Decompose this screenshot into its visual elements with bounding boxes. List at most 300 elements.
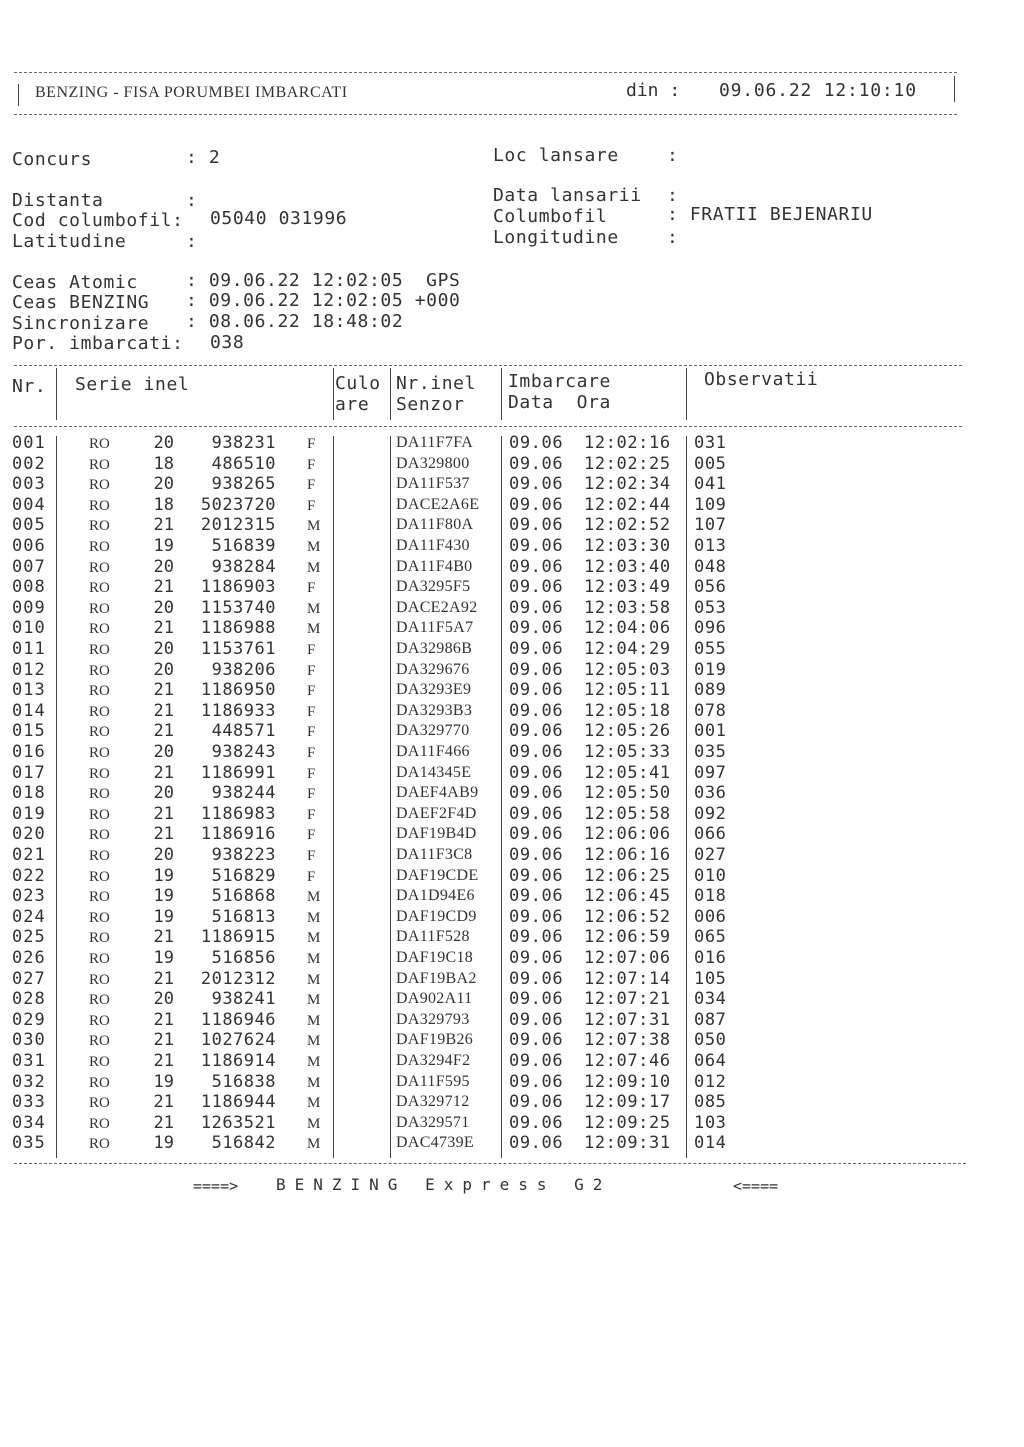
row-year: 21 bbox=[153, 824, 174, 845]
row-time: 12:03:49 bbox=[584, 577, 671, 598]
row-sex: M bbox=[307, 1033, 321, 1050]
cod-columbofil-label: Cod columbofil: bbox=[12, 210, 184, 231]
row-nr: 008 bbox=[12, 577, 46, 598]
header-culoare-1: Culo bbox=[335, 373, 381, 394]
row-observatii: 027 bbox=[694, 845, 727, 865]
ceas-benzing-value: : 09.06.22 12:02:05 +000 bbox=[186, 290, 461, 311]
col-sep-senzor bbox=[501, 368, 502, 420]
row-date: 09.06 bbox=[509, 536, 564, 556]
header-nr-inel-1: Nr.inel bbox=[396, 373, 477, 394]
row-nr: 020 bbox=[12, 824, 46, 845]
row-nr: 023 bbox=[12, 886, 46, 907]
row-nr: 024 bbox=[12, 906, 46, 927]
row-date: 09.06 bbox=[509, 906, 564, 927]
row-date: 09.06 bbox=[509, 1071, 564, 1092]
row-year: 20 bbox=[153, 597, 174, 618]
title-bottom-border bbox=[14, 114, 957, 115]
ceas-benzing-label: Ceas BENZING bbox=[12, 292, 150, 313]
row-observatii: 013 bbox=[694, 536, 727, 556]
row-sensor: DAEF2F4D bbox=[396, 804, 477, 822]
table-header-bottom-border bbox=[14, 426, 962, 427]
row-date: 09.06 bbox=[509, 762, 564, 783]
row-time: 12:03:58 bbox=[584, 597, 671, 618]
row-country: RO bbox=[89, 621, 110, 638]
row-ring-number: 516838 bbox=[211, 1071, 276, 1092]
row-country: RO bbox=[89, 992, 110, 1009]
row-country: RO bbox=[89, 1033, 110, 1050]
row-country: RO bbox=[89, 827, 110, 844]
row-country: RO bbox=[89, 724, 110, 741]
row-time: 12:04:29 bbox=[584, 639, 671, 659]
table-row bbox=[0, 948, 1024, 969]
row-sensor: DA329571 bbox=[396, 1113, 470, 1131]
row-sex: M bbox=[307, 1095, 321, 1112]
row-year: 18 bbox=[153, 453, 174, 474]
longitudine-label: Longitudine bbox=[493, 227, 619, 248]
row-time: 12:03:30 bbox=[584, 536, 671, 556]
row-date: 09.06 bbox=[509, 515, 564, 536]
distanta-label: Distanta bbox=[12, 190, 104, 211]
sincronizare-value: : 08.06.22 18:48:02 bbox=[186, 311, 404, 332]
row-sex: F bbox=[307, 683, 316, 700]
row-date: 09.06 bbox=[509, 968, 564, 989]
row-ring-number: 1186916 bbox=[200, 824, 276, 845]
row-nr: 035 bbox=[12, 1133, 46, 1154]
row-ring-number: 516813 bbox=[211, 906, 276, 927]
header-nr-inel-2: Senzor bbox=[396, 394, 465, 415]
row-country: RO bbox=[89, 1012, 110, 1029]
row-time: 12:09:31 bbox=[584, 1133, 671, 1154]
row-year: 20 bbox=[153, 989, 174, 1010]
row-observatii: 064 bbox=[694, 1051, 727, 1071]
row-nr: 027 bbox=[12, 968, 46, 989]
row-time: 12:06:25 bbox=[584, 865, 671, 886]
table-row bbox=[0, 927, 1024, 948]
row-year: 21 bbox=[153, 1092, 174, 1113]
row-sex: F bbox=[307, 497, 316, 514]
row-ring-number: 938244 bbox=[211, 783, 276, 804]
row-observatii: 087 bbox=[694, 1009, 727, 1030]
row-sensor: DAF19BA2 bbox=[396, 969, 477, 987]
row-time: 12:06:59 bbox=[584, 927, 671, 948]
row-sensor: DAF19B4D bbox=[396, 825, 477, 843]
row-nr: 013 bbox=[12, 680, 46, 701]
row-year: 19 bbox=[153, 865, 174, 886]
print-date: 09.06.22 12:10:10 bbox=[719, 80, 917, 101]
row-country: RO bbox=[89, 1136, 110, 1153]
row-date: 09.06 bbox=[509, 1133, 564, 1154]
row-nr: 029 bbox=[12, 1009, 46, 1030]
row-observatii: 010 bbox=[694, 865, 727, 886]
footer-brand: BENZING Express G2 bbox=[276, 1175, 612, 1194]
table-row bbox=[0, 1051, 1024, 1072]
row-time: 12:07:38 bbox=[584, 1030, 671, 1051]
row-date: 09.06 bbox=[509, 1009, 564, 1030]
row-sex: F bbox=[307, 703, 316, 720]
row-country: RO bbox=[89, 1095, 110, 1112]
row-nr: 010 bbox=[12, 618, 46, 639]
row-year: 19 bbox=[153, 948, 174, 968]
row-time: 12:02:34 bbox=[584, 474, 671, 495]
row-sensor: DA329800 bbox=[396, 454, 470, 472]
row-year: 21 bbox=[153, 968, 174, 989]
row-country: RO bbox=[89, 662, 110, 679]
distanta-value: : bbox=[186, 190, 198, 211]
row-year: 21 bbox=[153, 515, 174, 536]
row-observatii: 096 bbox=[694, 618, 727, 639]
row-date: 09.06 bbox=[509, 742, 564, 762]
row-observatii: 050 bbox=[694, 1030, 727, 1051]
row-country: RO bbox=[89, 683, 110, 700]
row-country: RO bbox=[89, 868, 110, 885]
row-observatii: 005 bbox=[694, 453, 727, 474]
row-sensor: DA11F528 bbox=[396, 928, 470, 946]
row-nr: 011 bbox=[12, 639, 46, 659]
row-sex: F bbox=[307, 786, 316, 803]
row-year: 21 bbox=[153, 680, 174, 701]
row-ring-number: 938223 bbox=[211, 845, 276, 865]
row-nr: 021 bbox=[12, 845, 46, 865]
row-date: 09.06 bbox=[509, 886, 564, 907]
footer-left-arrow: ====> bbox=[193, 1177, 239, 1195]
row-nr: 006 bbox=[12, 536, 46, 556]
table-row bbox=[0, 1133, 1024, 1154]
row-date: 09.06 bbox=[509, 1092, 564, 1113]
row-country: RO bbox=[89, 1074, 110, 1091]
row-country: RO bbox=[89, 518, 110, 535]
table-row bbox=[0, 763, 1024, 784]
table-row bbox=[0, 598, 1024, 619]
row-nr: 018 bbox=[12, 783, 46, 804]
row-country: RO bbox=[89, 765, 110, 782]
table-row bbox=[0, 557, 1024, 578]
row-year: 21 bbox=[153, 927, 174, 948]
longitudine-value: : bbox=[667, 227, 679, 248]
row-ring-number: 938231 bbox=[211, 433, 276, 453]
table-row bbox=[0, 1010, 1024, 1031]
row-ring-number: 1186915 bbox=[200, 927, 276, 948]
row-date: 09.06 bbox=[509, 556, 564, 577]
row-ring-number: 1186991 bbox=[200, 762, 276, 783]
row-ring-number: 516839 bbox=[211, 536, 276, 556]
latitudine-value: : bbox=[186, 231, 198, 252]
row-ring-number: 1186933 bbox=[200, 700, 276, 721]
row-ring-number: 938241 bbox=[211, 989, 276, 1010]
row-sex: M bbox=[307, 1012, 321, 1029]
row-sensor: DACE2A92 bbox=[396, 598, 478, 616]
concurs-label: Concurs bbox=[12, 149, 93, 170]
row-date: 09.06 bbox=[509, 927, 564, 948]
row-country: RO bbox=[89, 1054, 110, 1070]
row-ring-number: 1027624 bbox=[200, 1030, 276, 1051]
row-sensor: DA11F3C8 bbox=[396, 846, 473, 863]
title-top-border bbox=[14, 72, 957, 73]
row-sensor: DA329793 bbox=[396, 1010, 470, 1028]
row-time: 12:06:52 bbox=[584, 906, 671, 927]
row-sensor: DAC4739E bbox=[396, 1134, 474, 1152]
table-row bbox=[0, 1113, 1024, 1134]
table-row bbox=[0, 433, 1024, 454]
columbofil-label: Columbofil bbox=[493, 206, 608, 227]
row-country: RO bbox=[89, 703, 110, 720]
row-sex: M bbox=[307, 539, 321, 555]
row-time: 12:05:41 bbox=[584, 762, 671, 783]
row-sex: F bbox=[307, 848, 316, 864]
row-observatii: 092 bbox=[694, 803, 727, 824]
row-sensor: DA11F4B0 bbox=[396, 557, 473, 575]
table-row bbox=[0, 1092, 1024, 1113]
row-ring-number: 448571 bbox=[211, 721, 276, 742]
row-sex: M bbox=[307, 1054, 321, 1070]
row-year: 19 bbox=[153, 906, 174, 927]
row-ring-number: 2012315 bbox=[200, 515, 276, 536]
row-sex: M bbox=[307, 1074, 321, 1091]
table-row bbox=[0, 639, 1024, 660]
row-nr: 030 bbox=[12, 1030, 46, 1051]
row-date: 09.06 bbox=[509, 989, 564, 1010]
row-time: 12:06:06 bbox=[584, 824, 671, 845]
row-date: 09.06 bbox=[509, 865, 564, 886]
row-sensor: DA11F7FA bbox=[396, 434, 474, 451]
row-observatii: 089 bbox=[694, 680, 727, 701]
row-observatii: 107 bbox=[694, 515, 727, 536]
latitudine-label: Latitudine bbox=[12, 231, 127, 252]
row-observatii: 109 bbox=[694, 494, 727, 515]
row-country: RO bbox=[89, 971, 110, 988]
row-year: 20 bbox=[153, 783, 174, 804]
header-observatii: Observatii bbox=[704, 369, 819, 390]
row-country: RO bbox=[89, 559, 110, 576]
table-row bbox=[0, 577, 1024, 598]
row-time: 12:02:16 bbox=[584, 433, 671, 453]
row-year: 20 bbox=[153, 742, 174, 762]
row-ring-number: 1186988 bbox=[200, 618, 276, 639]
row-date: 09.06 bbox=[509, 433, 564, 453]
row-year: 19 bbox=[153, 1133, 174, 1154]
row-date: 09.06 bbox=[509, 1030, 564, 1051]
row-nr: 026 bbox=[12, 948, 46, 968]
table-row bbox=[0, 495, 1024, 516]
row-date: 09.06 bbox=[509, 803, 564, 824]
table-row bbox=[0, 1030, 1024, 1051]
row-country: RO bbox=[89, 580, 110, 597]
row-time: 12:02:44 bbox=[584, 494, 671, 515]
table-row bbox=[0, 742, 1024, 763]
row-ring-number: 1186914 bbox=[200, 1051, 276, 1071]
header-serie-inel: Serie inel bbox=[75, 374, 190, 395]
row-observatii: 034 bbox=[694, 989, 727, 1010]
row-time: 12:07:31 bbox=[584, 1009, 671, 1030]
table-row bbox=[0, 783, 1024, 804]
row-observatii: 014 bbox=[694, 1133, 727, 1154]
row-year: 21 bbox=[153, 618, 174, 639]
row-country: RO bbox=[89, 889, 110, 906]
row-year: 20 bbox=[153, 659, 174, 680]
row-ring-number: 516829 bbox=[211, 865, 276, 886]
row-time: 12:05:03 bbox=[584, 659, 671, 680]
row-nr: 007 bbox=[12, 556, 46, 577]
row-observatii: 036 bbox=[694, 783, 727, 804]
row-nr: 012 bbox=[12, 659, 46, 680]
row-ring-number: 1263521 bbox=[200, 1112, 276, 1133]
row-sensor: DAF19B26 bbox=[396, 1031, 474, 1049]
row-date: 09.06 bbox=[509, 618, 564, 639]
row-sex: M bbox=[307, 600, 321, 617]
row-sensor: DA902A11 bbox=[396, 990, 473, 1008]
row-date: 09.06 bbox=[509, 597, 564, 618]
row-year: 21 bbox=[153, 577, 174, 598]
row-nr: 022 bbox=[12, 865, 46, 886]
row-country: RO bbox=[89, 745, 110, 761]
row-country: RO bbox=[89, 806, 110, 823]
row-sex: M bbox=[307, 1136, 321, 1153]
row-sex: F bbox=[307, 642, 316, 658]
row-sex: F bbox=[307, 765, 316, 782]
table-row bbox=[0, 824, 1024, 845]
row-observatii: 053 bbox=[694, 597, 727, 618]
row-observatii: 103 bbox=[694, 1112, 727, 1133]
row-country: RO bbox=[89, 477, 110, 494]
table-row bbox=[0, 886, 1024, 907]
row-sensor: DA11F5A7 bbox=[396, 619, 474, 637]
row-observatii: 041 bbox=[694, 474, 727, 495]
row-year: 21 bbox=[153, 762, 174, 783]
row-date: 09.06 bbox=[509, 783, 564, 804]
row-ring-number: 1186950 bbox=[200, 680, 276, 701]
table-row bbox=[0, 660, 1024, 681]
row-ring-number: 1153761 bbox=[200, 639, 276, 659]
row-sensor: DA11F466 bbox=[396, 743, 470, 760]
title-box bbox=[14, 70, 957, 116]
row-year: 18 bbox=[153, 494, 174, 515]
row-ring-number: 1153740 bbox=[200, 597, 276, 618]
row-nr: 017 bbox=[12, 762, 46, 783]
row-year: 21 bbox=[153, 721, 174, 742]
date-label: din : bbox=[626, 80, 681, 101]
data-lansarii-value: : bbox=[667, 185, 679, 206]
row-country: RO bbox=[89, 1115, 110, 1132]
row-time: 12:06:45 bbox=[584, 886, 671, 907]
row-time: 12:02:52 bbox=[584, 515, 671, 536]
row-sensor: DA11F80A bbox=[396, 516, 474, 534]
table-row bbox=[0, 989, 1024, 1010]
row-sensor: DA3293B3 bbox=[396, 701, 473, 719]
row-sensor: DA14345E bbox=[396, 763, 472, 781]
row-sex: M bbox=[307, 930, 321, 947]
row-time: 12:02:25 bbox=[584, 453, 671, 474]
row-country: RO bbox=[89, 436, 110, 452]
row-sex: F bbox=[307, 827, 316, 844]
row-sex: M bbox=[307, 909, 321, 926]
table-row bbox=[0, 701, 1024, 722]
table-row bbox=[0, 680, 1024, 701]
loc-lansare-label: Loc lansare bbox=[493, 145, 619, 166]
document-title: BENZING - FISA PORUMBEI IMBARCATI bbox=[35, 84, 348, 101]
row-time: 12:05:11 bbox=[584, 680, 671, 701]
table-top-border bbox=[14, 365, 962, 366]
row-time: 12:06:16 bbox=[584, 845, 671, 865]
row-sex: F bbox=[307, 724, 316, 741]
row-date: 09.06 bbox=[509, 824, 564, 845]
row-sex: M bbox=[307, 889, 321, 906]
row-observatii: 065 bbox=[694, 927, 727, 948]
row-time: 12:09:25 bbox=[584, 1112, 671, 1133]
table-row bbox=[0, 1072, 1024, 1093]
row-sex: F bbox=[307, 662, 316, 679]
row-sex: F bbox=[307, 436, 316, 452]
header-imbarcare-2: Data Ora bbox=[508, 392, 611, 413]
row-time: 12:04:06 bbox=[584, 618, 671, 639]
row-observatii: 019 bbox=[694, 659, 727, 680]
row-sensor: DA11F595 bbox=[396, 1072, 470, 1090]
row-ring-number: 2012312 bbox=[200, 968, 276, 989]
row-sex: M bbox=[307, 992, 321, 1009]
row-sensor: DA329676 bbox=[396, 660, 470, 678]
row-date: 09.06 bbox=[509, 948, 564, 968]
loc-lansare-value: : bbox=[667, 145, 679, 166]
por-imbarcati-value: 038 bbox=[210, 332, 245, 353]
row-observatii: 012 bbox=[694, 1071, 727, 1092]
data-lansarii-label: Data lansarii bbox=[493, 185, 642, 206]
row-nr: 009 bbox=[12, 597, 46, 618]
row-date: 09.06 bbox=[509, 1112, 564, 1133]
table-row bbox=[0, 845, 1024, 866]
row-nr: 025 bbox=[12, 927, 46, 948]
row-ring-number: 938265 bbox=[211, 474, 276, 495]
row-ring-number: 516856 bbox=[211, 948, 276, 968]
row-country: RO bbox=[89, 848, 110, 864]
row-year: 21 bbox=[153, 1030, 174, 1051]
row-sex: M bbox=[307, 518, 321, 535]
row-nr: 016 bbox=[12, 742, 46, 762]
row-sex: M bbox=[307, 621, 321, 638]
row-time: 12:05:26 bbox=[584, 721, 671, 742]
row-country: RO bbox=[89, 786, 110, 803]
row-date: 09.06 bbox=[509, 845, 564, 865]
row-date: 09.06 bbox=[509, 659, 564, 680]
row-sensor: DA3294F2 bbox=[396, 1052, 471, 1069]
columbofil-value: : FRATII BEJENARIU bbox=[667, 204, 873, 225]
row-time: 12:05:33 bbox=[584, 742, 671, 762]
table-row bbox=[0, 474, 1024, 495]
row-observatii: 018 bbox=[694, 886, 727, 907]
row-nr: 032 bbox=[12, 1071, 46, 1092]
row-year: 20 bbox=[153, 556, 174, 577]
row-nr: 001 bbox=[12, 433, 46, 453]
row-nr: 005 bbox=[12, 515, 46, 536]
row-year: 21 bbox=[153, 1009, 174, 1030]
row-date: 09.06 bbox=[509, 721, 564, 742]
row-country: RO bbox=[89, 600, 110, 617]
ceas-atomic-value: : 09.06.22 12:02:05 GPS bbox=[186, 270, 461, 291]
row-observatii: 035 bbox=[694, 742, 727, 762]
row-sensor: DA3295F5 bbox=[396, 578, 471, 596]
row-time: 12:05:18 bbox=[584, 700, 671, 721]
row-nr: 034 bbox=[12, 1112, 46, 1133]
row-observatii: 001 bbox=[694, 721, 727, 742]
row-time: 12:05:50 bbox=[584, 783, 671, 804]
row-sensor: DA32986B bbox=[396, 640, 473, 657]
col-sep-culoare bbox=[390, 368, 391, 420]
cod-columbofil-value: 05040 031996 bbox=[210, 208, 348, 229]
row-sensor: DAF19CD9 bbox=[396, 907, 477, 925]
title-right-border bbox=[954, 76, 955, 102]
row-country: RO bbox=[89, 456, 110, 473]
row-country: RO bbox=[89, 930, 110, 947]
row-observatii: 085 bbox=[694, 1092, 727, 1113]
row-date: 09.06 bbox=[509, 453, 564, 474]
row-date: 09.06 bbox=[509, 577, 564, 598]
